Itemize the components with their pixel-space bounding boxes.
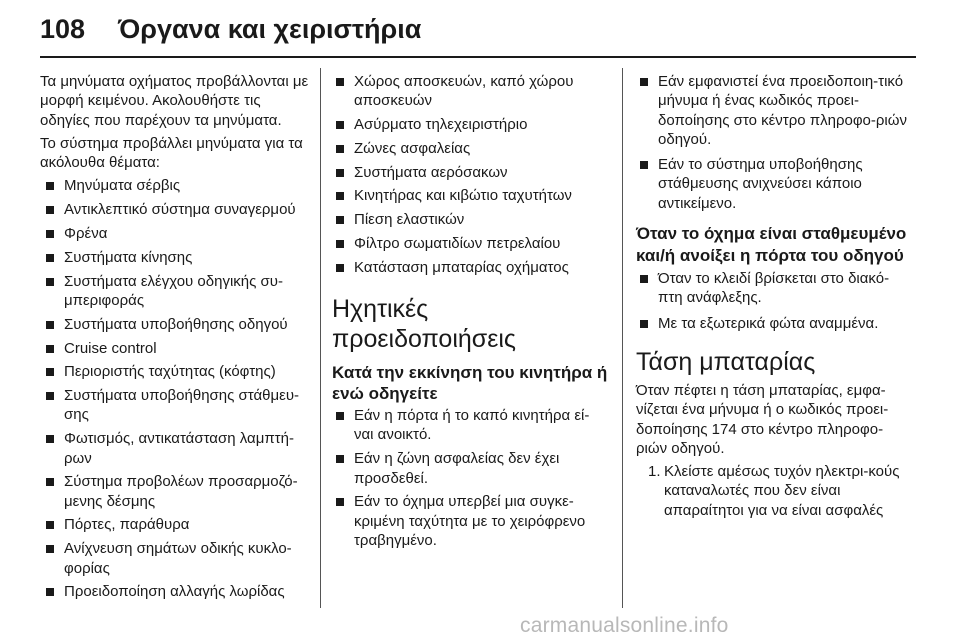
step-text: Κλείστε αμέσως τυχόν ηλεκτρι-κούς καταναλωτές που δεν είναι απαραίτητοι για να είναι ασφαλές (664, 463, 900, 519)
audible-warnings-list-continued (636, 72, 908, 213)
page-header (0, 0, 960, 58)
list-item: Εάν το σύστημα υποβοήθησης στάθμευσης ανιχνεύσει κάποιο αντικείμενο. (636, 155, 908, 213)
list-item: Πίεση ελαστικών (332, 210, 608, 229)
step-number: 1. (648, 463, 661, 481)
list-item: Συστήματα υποβοήθησης στάθμευ-σης (42, 386, 310, 425)
list-item: Όταν το κλειδί βρίσκεται στο διακό-πτη ανάφλεξης. (636, 269, 908, 308)
list-item: Με τα εξωτερικά φώτα αναμμένα. (636, 314, 908, 333)
list-item: Πόρτες, παράθυρα (42, 515, 310, 534)
list-item: Ζώνες ασφαλείας (332, 139, 608, 158)
list-item: Μηνύματα σέρβις (42, 176, 310, 195)
header-rule (40, 56, 916, 58)
list-item: Εάν η ζώνη ασφαλείας δεν έχει προσδεθεί. (332, 449, 608, 488)
numbered-steps (636, 462, 908, 520)
list-item: Συστήματα κίνησης (42, 248, 310, 267)
message-topics-list-continued (332, 72, 608, 277)
section-heading-audible-warnings: Ηχητικές προειδοποιήσεις (332, 295, 516, 354)
audible-warnings-list (332, 406, 608, 550)
list-item: Συστήματα αερόσακων (332, 163, 608, 182)
watermark: carmanualsonline.info (520, 614, 729, 637)
list-item: Κινητήρας και κιβώτιο ταχυτήτων (332, 186, 608, 205)
page-number: 108 (40, 14, 86, 44)
list-item: Εάν εμφανιστεί ένα προειδοποιη-τικό μήνυμα ή ένας κωδικός προει-δοποίησης στο κέντρο πληροφο-ριών οδηγού. (636, 72, 908, 149)
subsection-heading: Κατά την εκκίνηση του κινητήρα ή ενώ οδηγείτε (332, 363, 608, 404)
list-item: Φίλτρο σωματιδίων πετρελαίου (332, 234, 608, 253)
list-item: Συστήματα υποβοήθησης οδηγού (42, 315, 310, 334)
section-heading-battery-voltage: Τάση μπαταρίας (636, 347, 816, 376)
list-item: Εάν η πόρτα ή το καπό κινητήρα εί-ναι ανοικτό. (332, 406, 608, 445)
list-item: Αντικλεπτικό σύστημα συναγερμού (42, 200, 310, 219)
page-title: Όργανα και χειριστήρια (118, 14, 422, 44)
column-2 (332, 72, 608, 555)
subsection-heading: Όταν το όχημα είναι σταθμευμένο και/ή ανοίξει η πόρτα του οδηγού (636, 224, 907, 266)
numbered-step (636, 462, 908, 520)
list-item: Χώρος αποσκευών, καπό χώρου αποσκευών (332, 72, 608, 111)
list-item: Εάν το όχημα υπερβεί μια συγκε-κριμένη ταχύτητα με το χειρόφρενο τραβηγμένο. (332, 492, 608, 550)
list-item: Περιοριστής ταχύτητας (κόφτης) (42, 362, 310, 381)
battery-paragraph: Όταν πέφτει η τάση μπαταρίας, εμφα-νίζεται ένα μήνυμα ή ο κωδικός προει-δοποίησης 174 στο κέντρο πληροφο-ριών οδηγού. (636, 381, 889, 457)
list-item: Σύστημα προβολέων προσαρμοζό-μενης δέσμης (42, 472, 310, 511)
list-item: Προειδοποίηση αλλαγής λωρίδας (42, 582, 310, 601)
list-item: Κατάσταση μπαταρίας οχήματος (332, 258, 608, 277)
list-item: Ανίχνευση σημάτων οδικής κυκλο-φορίας (42, 539, 310, 578)
list-item: Ασύρματο τηλεχειριστήριο (332, 115, 608, 134)
list-item: Φρένα (42, 224, 310, 243)
list-item: Φωτισμός, αντικατάσταση λαμπτή-ρων (42, 429, 310, 468)
column-3 (636, 72, 908, 520)
intro-paragraph: Τα μηνύματα οχήματος προβάλλονται με μορφή κειμένου. Ακολουθήστε τις οδηγίες που παρέχουν τα μηνύματα. (40, 73, 309, 129)
column-divider (622, 68, 623, 608)
intro-paragraph-2: Το σύστημα προβάλλει μηνύματα για τα ακόλουθα θέματα: (40, 134, 303, 172)
message-topics-list (42, 176, 310, 601)
column-1 (40, 72, 310, 606)
column-divider (320, 68, 321, 608)
list-item: Συστήματα ελέγχου οδηγικής συ-μπεριφοράς (42, 272, 310, 311)
list-item: Cruise control (42, 339, 310, 358)
parked-warnings-list (636, 269, 908, 333)
